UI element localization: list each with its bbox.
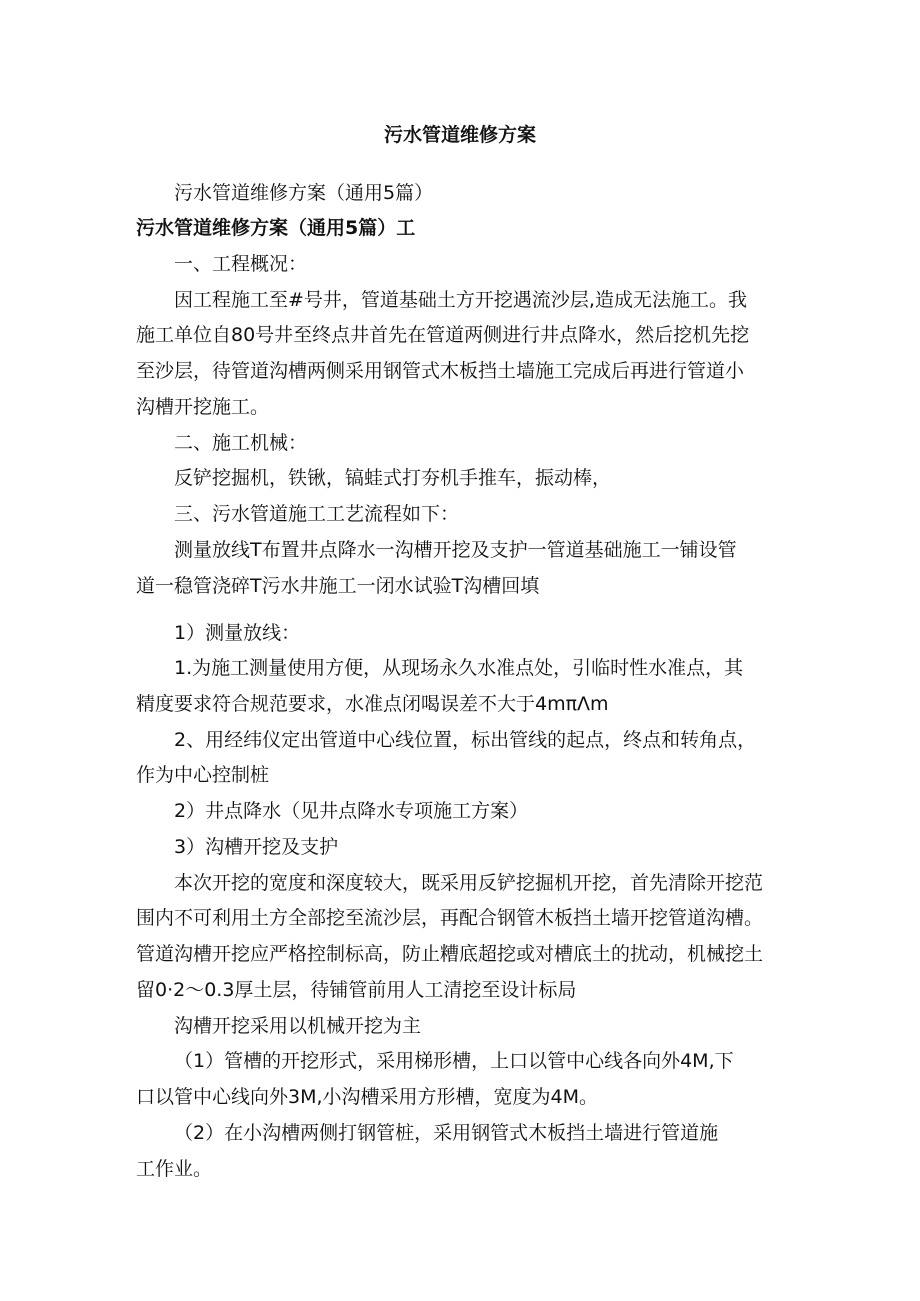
paragraph-line: 1.为施工测量使用方便，从现场永久水准点处，引临时性水准点，其: [174, 657, 744, 679]
paragraph-line: （2）在小沟槽两侧打钢管桩，采用钢管式木板挡土墙进行管道施: [174, 1122, 719, 1144]
document-title: 污水管道维修方案: [384, 124, 537, 146]
paragraph-line: 反铲挖掘机，铁锹，镐蛙式打夯机手推车，振动棒，: [174, 467, 612, 489]
paragraph-line: 测量放线T布置井点降水一沟槽开挖及支护一管道基础施工一铺设管: [174, 539, 737, 561]
paragraph-line: 围内不可利用土方全部挖至流沙层，再配合钢管木板挡土墙开挖管道沟槽。: [136, 907, 764, 929]
paragraph-line: 精度要求符合规范要求，水准点闭喝误差不大于4mπΛm: [136, 693, 609, 715]
paragraph-line: 口以管中心线向外3M,小沟槽采用方形槽，宽度为4M。: [136, 1086, 599, 1108]
paragraph-line: 因工程施工至#号井，管道基础土方开挖遇流沙层,造成无法施工。我: [174, 289, 747, 311]
paragraph-line: （1）管槽的开挖形式，采用梯形槽，上口以管中心线各向外4M,下: [174, 1050, 734, 1072]
paragraph-line: 沟槽开挖采用以机械开挖为主: [174, 1015, 422, 1037]
paragraph-line: 管道沟槽开挖应严格控制标高，防止糟底超挖或对槽底土的扰动，机械挖土: [136, 943, 764, 965]
section-heading: 污水管道维修方案（通用5篇）工: [136, 217, 416, 239]
paragraph-line: 2）井点降水（见井点降水专项施工方案）: [174, 800, 529, 822]
paragraph-line: 道一稳管浇碎T污水井施工一闭水试验T沟槽回填: [136, 575, 540, 597]
paragraph-line: 工作业。: [136, 1158, 213, 1180]
paragraph-line: 至沙层，待管道沟槽两侧采用钢管式木板挡土墙施工完成后再进行管道小: [136, 360, 745, 382]
subtitle-line: 污水管道维修方案（通用5篇）: [174, 182, 434, 204]
paragraph-line: 3）沟槽开挖及支护: [174, 836, 339, 858]
paragraph-line: 沟槽开挖施工。: [136, 396, 270, 418]
paragraph-line: 施工单位自80号井至终点井首先在管道两侧进行井点降水，然后挖机先挖: [136, 324, 750, 346]
paragraph-line: 1）测量放线：: [174, 622, 301, 644]
paragraph-line: 本次开挖的宽度和深度较大，既采用反铲挖掘机开挖，首先清除开挖范: [174, 872, 764, 894]
paragraph-line: 作为中心控制桩: [136, 764, 270, 786]
paragraph-line: 2、用经纬仪定出管道中心线位置，标出管线的起点，终点和转角点，: [174, 729, 757, 751]
paragraph-line: 二、施工机械：: [174, 432, 308, 454]
paragraph-line: 三、污水管道施工工艺流程如下：: [174, 503, 460, 525]
paragraph-line: 一、工程概况：: [174, 253, 308, 275]
paragraph-line: 留0·2～0.3厚土层，待铺管前用人工清挖至设计标局: [136, 979, 577, 1001]
